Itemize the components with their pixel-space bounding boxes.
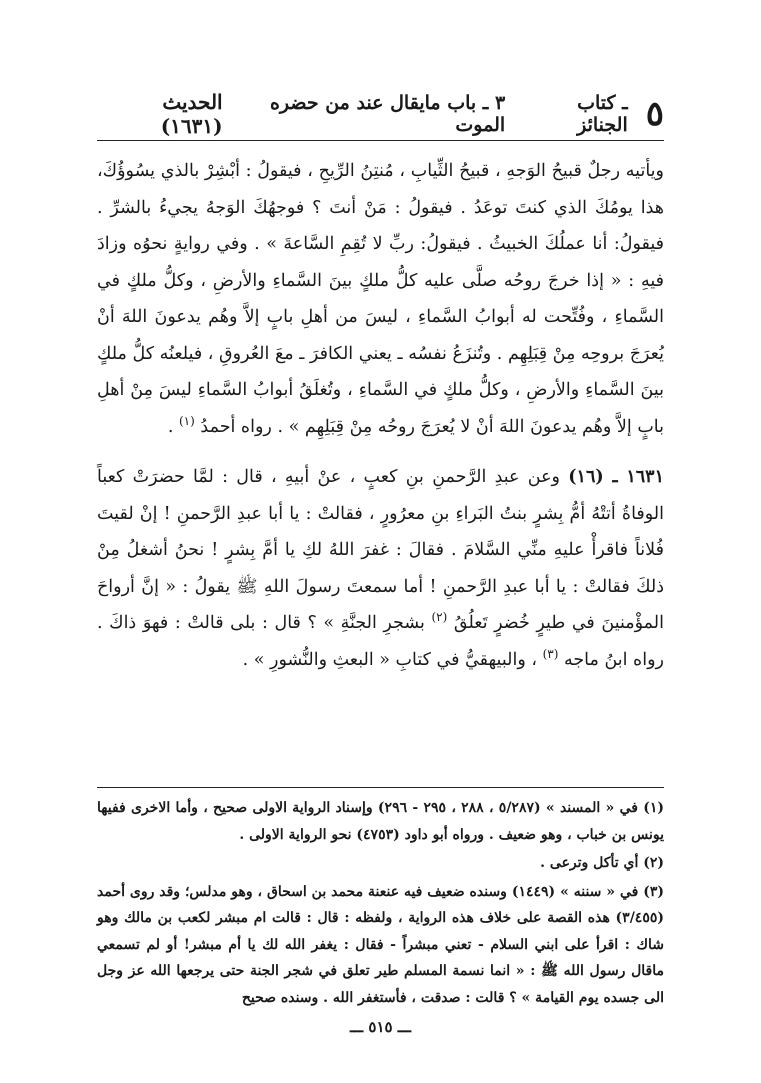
paragraph-1-end: . <box>167 416 174 437</box>
footnote-1: (١) في « المسند » (٥/٢٨٧ ، ٢٨٨ ، ٢٩٥ - ٢٩٦) وإسناد الرواية الاولى صحيح ، وأما الاخرى ففيها يونس بن خباب ، وهو ضعيف . ورواه أبو داود (٤٧٥٣) نحو الرواية الاولى . <box>97 800 664 843</box>
paragraph-2-text-b: بشجرِ الجنَّةِ » ؟ قال : بلى قالتْ : فهوَ ذاكَ . رواه ابنُ ماجه <box>97 613 664 670</box>
paragraph-2 <box>97 459 664 678</box>
paragraph-1 <box>97 153 664 445</box>
footnotes-rule <box>97 787 664 788</box>
chapter-title: ٣ ـ باب مايقال عند من حضره الموت <box>269 92 506 136</box>
footnote-ref-1[interactable]: (١) <box>178 413 195 428</box>
paragraph-1-text: ويأتيه رجلٌ قبيحُ الوَجهِ ، قبيحُ الثِّيابِ ، مُنتِنُ الرِّيحِ ، فيقولُ : أبْشِرْ بالذي يسُوؤُكَ، هذا يومُكَ الذي كنتَ توعَدُ . فيقولُ : مَنْ أنتَ ؟ فوجهُكَ الوَجهُ يجيءُ بالشرِّ . فيقولُ: أنا عملُكَ الخبيثُ . فيقولُ: ربِّ لا تُقِمِ السَّاعةَ » . وفي روايةٍ نحوُه وزادَ فيهِ : « إذا خرجَ روحُه صلَّى عليه كلُّ ملكٍ بينَ السَّماءِ والأرضِ ، وكلُّ ملكٍ في السَّماءِ ، وفُتِّحت له أبوابُ السَّماءِ ، ليسَ من أهلِ بابٍ إلاَّ وهُم يدعونَ اللهَ أنْ يُعرَجَ بروحِه مِنْ قِبَلِهِم . وتُنزَعُ نفسُه ـ يعني الكافرَ ـ معَ العُروقِ ، فيلعنُه كلُّ ملكٍ بينَ السَّماءِ والأرضِ ، وكلُّ ملكٍ في السَّماءِ ، وتُغلَقُ أبوابُ السَّماءِ ليسَ مِنْ أهلِ بابٍ إلاَّ وهُم يدعونَ اللهَ أنْ لا يُعرَجَ روحُه مِنْ قِبَلِهِم » . <box>97 161 664 437</box>
header-rule <box>97 140 664 141</box>
footnote-ref-2[interactable]: (٢) <box>431 610 448 625</box>
hadith-number: الحديث (١٦٣١) <box>160 90 223 138</box>
book-title: ـ كتاب الجنائز <box>577 92 628 136</box>
paragraph-2-text: وعن عبدِ الرَّحمنِ بنِ كعبٍ ، عنْ أبيهِ ، قال : لمَّا حضرَتْ كعباً الوفاةُ أتتْهُ أمُّ بِشرٍ بنتُ البَراءِ بنِ معرُورٍ ، فقالتْ : يا أبا عبدِ الرَّحمنِ ! إنْ لقيتَ فُلاناً فاقرأْ عليهِ منِّي السَّلامَ . فقالَ : غفرَ اللهُ لكِ يا أمَّ بِشرٍ ! نحنُ أشغلُ مِنْ ذلكَ فقالتْ : يا أبا عبدِ الرَّحمنِ ! أما سمعتَ رسولَ اللهِ ﷺ يقولُ : « إنَّ أرواحَ المؤْمنينَ في طيرٍ خُضرٍ تَعلُقُ <box>97 467 664 633</box>
volume-number: ٥ <box>645 94 664 134</box>
footnote-2: (٢) أي تأكل وترعى . <box>540 855 664 871</box>
header-right-group <box>223 92 664 136</box>
hadith-number-inline: ١٦٣١ ـ (١٦) <box>568 467 664 487</box>
footnotes <box>97 795 664 1013</box>
main-text <box>97 153 664 678</box>
footnote-ref-3[interactable]: (٣) <box>542 646 559 661</box>
paragraph-1-attribution: رواه أحمدُ <box>200 416 272 437</box>
footnote-3: (٣) في « سننه » (١٤٤٩) وسنده ضعيف فيه عنعنة محمد بن اسحاق ، وهو مدلس؛ وقد روى أحمد (٣/٤٥٥) هذه القصة على خلاف هذه الرواية ، ولفظه : قال : قالت ام مبشر لكعب بن مالك وهو شاك : اقرأ على ابني السلام - تعني مبشراً - فقال : يغفر الله لك يا أم مبشر! أو لم تسمعي ماقال رسول الله ﷺ : « انما نسمة المسلم طير تعلق في شجر الجنة حتى يرجعها الله عز وجل الى جسده يوم القيامة » ؟ قالت : صدقت ، فأستغفر الله . وسنده صحيح <box>97 883 664 1006</box>
page-number: ـــ ٥١٥ ـــ <box>350 1018 411 1036</box>
paragraph-2-text-c: ، والبيهقيُّ في كتابِ « البعثِ والنُّشورِ » . <box>242 649 537 670</box>
running-header <box>97 92 664 136</box>
